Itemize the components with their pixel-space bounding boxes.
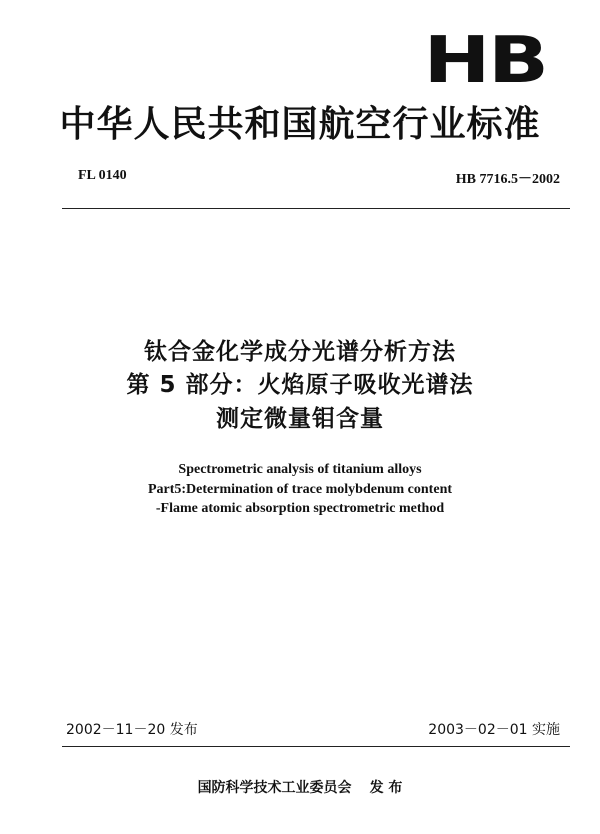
standard-number: HB 7716.5－2002 xyxy=(455,172,560,187)
chinese-title-line-3: 测定微量钼含量 xyxy=(216,406,384,432)
hb-logo: HB xyxy=(423,24,547,98)
footer-divider xyxy=(62,746,570,747)
english-title-line-2: Part5:Determination of trace molybdenum content xyxy=(147,482,453,497)
issuer-line xyxy=(0,777,600,797)
issue-date: 2002－11－20 发布 xyxy=(66,722,198,738)
chinese-title-line-1: 钛合金化学成分光谱分析方法 xyxy=(144,339,456,365)
english-title-line-3: -Flame atomic absorption spectrometric method xyxy=(155,501,445,516)
classification-code: FL 0140 xyxy=(78,168,127,183)
standard-category-title: 中华人民共和国航空行业标准 xyxy=(59,104,541,145)
english-title-line-1: Spectrometric analysis of titanium alloys xyxy=(178,462,422,477)
issuer-action: 发 布 xyxy=(369,780,403,796)
chinese-title-line-2: 第 5 部分：火焰原子吸收光谱法 xyxy=(126,372,474,398)
implementation-date: 2003－02－01 实施 xyxy=(428,722,560,738)
issuer-name: 国防科学技术工业委员会 xyxy=(197,780,352,796)
header-divider xyxy=(62,208,570,209)
